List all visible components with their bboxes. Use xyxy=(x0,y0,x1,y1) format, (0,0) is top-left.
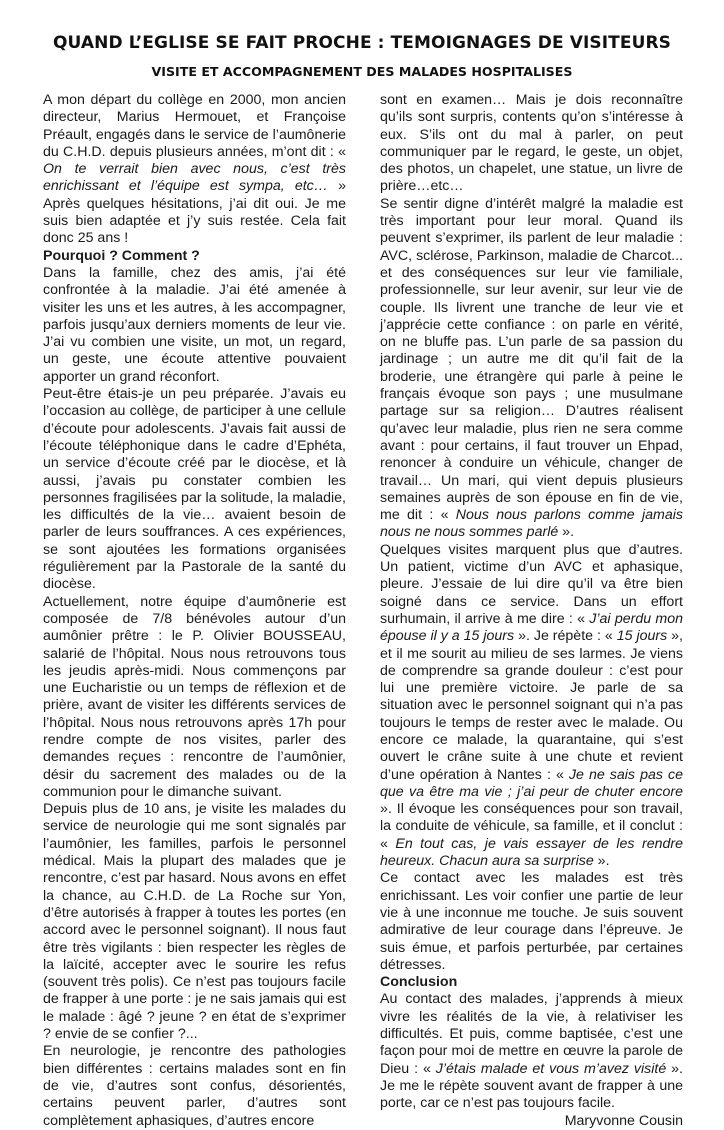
quote: On te verrait bien avec nous, c’est très enrichissant et l’équipe est sympa, etc… xyxy=(43,161,346,195)
paragraph-conclusion: Au contact des malades, j’apprends à mieux vivre les réalités de la vie, à relativiser les difficultés. Et puis, comme baptisée, c’est une façon pour moi de mettre en œuvre la parole de Dieu : « J’étais malade et vous m’avez visité ». Je me le répète souvent avant de frapper à une porte, car ce n’est pas toujours facile. xyxy=(380,991,683,1112)
article-column-right xyxy=(380,92,683,1130)
paragraph-contact: Ce contact avec les malades est très enrichissant. Les voir confier une partie de leur vie à une inconnue me touche. Je suis souvent admirative de leur courage dans l’épreuve. Je suis émue, et parfois perturbée, par certaines détresses. xyxy=(380,870,683,973)
author-signature: Maryvonne Cousin xyxy=(564,1112,683,1129)
paragraph-team: Actuellement, notre équipe d’aumônerie est composée de 7/8 bénévoles autour d’un aumônier prêtre : le P. Olivier BOUSSEAU, salarié de l’hôpital. Nous nous retrouvons tous les jeudis après-midi. Nous commençons par une Eucharistie ou un temps de réflexion et de prière, avant de visiter les différents services de l’hôpital. Nous nous retrouvons après 17h pour rendre compte de nos visites, parler des demandes reçues : rencontre de l’aumônier, désir du sacrement des malades ou de la communion pour le dimanche suivant. xyxy=(43,593,346,800)
page-title: QUAND L’EGLISE SE FAIT PROCHE : TEMOIGNAGES DE VISITEURS xyxy=(52,33,672,53)
paragraph-memorable-visits: Quelques visites marquent plus que d’autres. Un patient, victime d’un AVC et aphasique, pleure. J’essaie de lui dire qu’il va être bien soigné dans ce service. Dans un effort surhumain, il arrive à me dire : « J’ai perdu mon épouse il y a 15 jours ». Je répète : « 15 jours », et il me sourit au milieu de ses larmes. Je viens de comprendre sa grande douleur : c’est pour lui une première victoire. Je parle de sa situation avec le personnel soignant qui n’a pas toujours le temps de rester avec le malade. Ou encore ce malade, la quarantaine, qui s’est ouvert le crâne suite à une chute et revient d’une opération à Nantes : « Je ne sais pas ce que va être ma vie ; j’ai peur de chuter encore ». Il évoque les conséquences pour son travail, la conduite de véhicule, sa famille, et il conclut : « En tout cas, je vais essayer de les rendre heureux. Chacun aura sa surprise ». xyxy=(380,541,683,870)
paragraph-prepared: Peut-être étais-je un peu préparée. J’avais eu l’occasion au collège, de participer à une cellule d’écoute pour adolescents. J’avais fait aussi de l’écoute téléphonique dans le cadre d’Ephéta, un service d’écoute créé par le diocèse, et là aussi, j’avais pu constater combien les personnes fragilisées par la solitude, la maladie, les difficultés de la vie… avaient besoin de parler de leurs souffrances. A ces expériences, se sont ajoutées les formations organisées régulièrement par la Pastorale de la santé du diocèse. xyxy=(43,386,346,593)
paragraph-dignity: Se sentir digne d’intérêt malgré la maladie est très important pour leur moral. Quand ils peuvent s’exprimer, ils parlent de leur maladie : AVC, sclérose, Parkinson, maladie de Charcot... et des conséquences sur leur vie familiale, professionnelle, sur leur avenir, sur leur vie de couple. Ils livrent une tranche de leur vie et j’apprécie cette confiance : on parle en vérité, on ne bluffe pas. L’un parle de sa passion du jardinage ; un autre me dit qu’il fait de la broderie, une étrangère qui parle à peine le français évoque son pays ; une musulmane partage sur sa religion… D’autres réalisent qu’avec leur maladie, plus rien ne sera comme avant : pour certains, il faut trouver un Ehpad, renoncer à conduire un véhicule, changer de travail… Un mari, qui vient depuis plusieurs semaines auprès de son épouse en fin de vie, me dit : « Nous nous parlons comme jamais nous ne nous sommes parlé ». xyxy=(380,195,683,541)
section-heading-why: Pourquoi ? Comment ? xyxy=(43,247,200,264)
paragraph-family: Dans la famille, chez des amis, j’ai été confrontée à la maladie. J’ai été amenée à visiter les uns et les autres, à les accompagner, parfois jusqu’aux derniers moments de leur vie. J’ai vu combien une visite, un mot, un regard, un geste, une écoute attentive pouvaient apporter un grand réconfort. xyxy=(43,264,346,385)
paragraph-neurology-visits: Depuis plus de 10 ans, je visite les malades du service de neurologie qui me sont signalés par l’aumônier, les familles, parfois le personnel médical. Mais la plupart des malades que je rencontre, c’est par hasard. Nous avons en effet la chance, au C.H.D. de La Roche sur Yon, d’être autorisés à frapper à toutes les portes (en accord avec le personnel soignant). Il nous faut être très vigilants : bien respecter les règles de la laïcité, accepter avec le sourire les refus (souvent très polis). Ce n’est pas toujours facile de frapper à une porte : je ne sais jamais qui est le malade : âgé ? jeune ? en état de s’exprimer ? envie de se confier ?... xyxy=(43,801,346,1043)
quote: Je ne sais pas ce que va être ma vie ; j’ai peur de chuter encore xyxy=(380,766,683,800)
quote: J’ai perdu mon épouse il y a 15 jours xyxy=(380,610,683,645)
intro-paragraph: A mon départ du collège en 2000, mon ancien directeur, Marius Hermouet, et Françoise Préault, engagés dans le service de l’aumônerie du C.H.D. depuis plusieurs années, m’ont dit : « On te verrait bien avec nous, c’est très enrichissant et l’équipe est sympa, etc… » Après quelques hésitations, j’ai dit oui. Je me suis bien adaptée et j’y suis restée. Cela fait donc 25 ans ! xyxy=(43,92,346,247)
quote: En tout cas, je vais essayer de les rendre heureux. Chacun aura sa surprise xyxy=(380,835,683,870)
paragraph-pathologies-end: sont en examen… Mais je dois reconnaître qu’ils sont surpris, contents qu’on s’intéresse à eux. S’ils ont du mal à parler, on peut communiquer par le regard, le geste, un objet, des photos, un chapelet, une statue, un livre de prière…etc… xyxy=(380,92,683,195)
paragraph-pathologies-start: En neurologie, je rencontre des pathologies bien différentes : certains malades sont en fin de vie, d’autres sont confus, désorientés, certains peuvent parler, d’autres sont complètement aphasiques, d’autres encore xyxy=(43,1043,346,1129)
section-heading-conclusion: Conclusion xyxy=(380,974,458,991)
quote: 15 jours xyxy=(616,628,668,645)
article-column-left xyxy=(43,92,346,1130)
quote: Nous nous parlons comme jamais nous ne nous sommes parlé xyxy=(380,507,683,541)
quote: J’étais malade et vous m’avez visité xyxy=(435,1060,667,1077)
page-subtitle: VISITE ET ACCOMPAGNEMENT DES MALADES HOSPITALISES xyxy=(151,64,573,79)
